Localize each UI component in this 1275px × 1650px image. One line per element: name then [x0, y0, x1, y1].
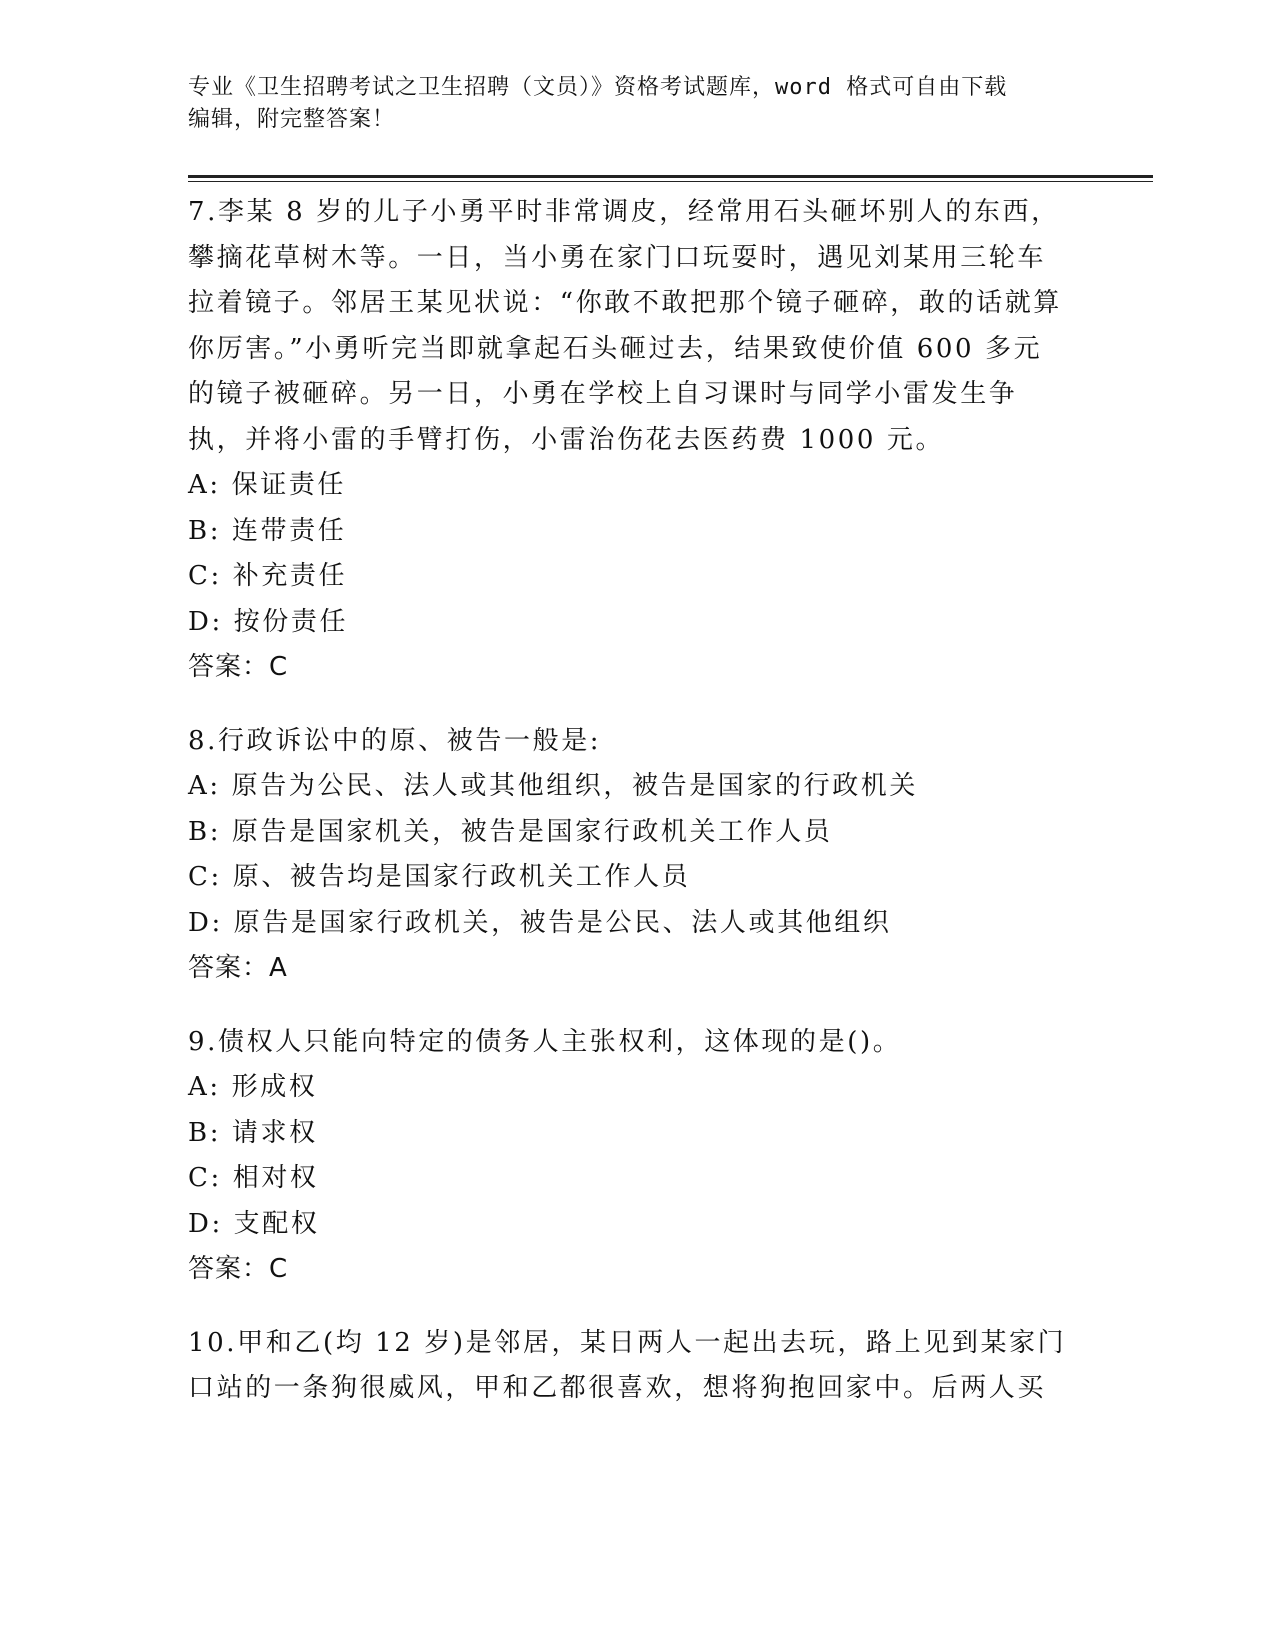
question-list [188, 190, 1068, 1440]
option-d: D: 支配权 [188, 1208, 320, 1239]
option-b: B: 连带责任 [188, 515, 347, 546]
header-line-1: 专业《卫生招聘考试之卫生招聘（文员）》资格考试题库，word 格式可自由下载 [188, 75, 1008, 100]
header-divider-thick [188, 175, 1153, 178]
question-stem: 9.债权人只能向特定的债务人主张权利，这体现的是()。 [188, 1026, 902, 1057]
option-c: C: 相对权 [188, 1163, 319, 1193]
option-a: A: 保证责任 [188, 470, 347, 500]
question-9 [188, 1020, 1068, 1293]
option-a: A: 原告为公民、法人或其他组织，被告是国家的行政机关 [188, 771, 919, 801]
option-a: A: 形成权 [188, 1072, 318, 1102]
option-d: D: 原告是国家行政机关，被告是公民、法人或其他组织 [188, 907, 892, 938]
document-header [188, 72, 1068, 136]
question-stem: 10.甲和乙(均 12 岁)是邻居，某日两人一起出去玩，路上见到某家门口站的一条狗很威风，甲和乙都很喜欢，想将狗抱回家中。后两人买 [188, 1327, 1067, 1403]
option-c: C: 补充责任 [188, 561, 348, 591]
answer-line: 答案：A [188, 953, 288, 983]
answer-line: 答案：C [188, 652, 289, 682]
option-b: B: 原告是国家机关，被告是国家行政机关工作人员 [188, 816, 833, 847]
question-10 [188, 1321, 1068, 1412]
question-stem: 7.李某 8 岁的儿子小勇平时非常调皮，经常用石头砸坏别人的东西，攀摘花草树木等。一日，当小勇在家门口玩耍时，遇见刘某用三轮车拉着镜子。邻居王某见状说：“你敢不敢把那个镜子砸碎，敢的话就算你厉害。”小勇听完当即就拿起石头砸过去，结果致使价值 600 多元的镜子被砸碎。另一日，小勇在学校上自习课时与同学小雷发生争执，并将小雷的手臂打伤，小雷治伤花去医药费 1000 元。 [188, 197, 1062, 455]
header-line-2: 编辑，附完整答案！ [188, 107, 396, 132]
answer-line: 答案：C [188, 1254, 289, 1284]
option-d: D: 按份责任 [188, 606, 349, 637]
option-c: C: 原、被告均是国家行政机关工作人员 [188, 862, 691, 892]
question-7 [188, 190, 1068, 691]
question-stem: 8.行政诉讼中的原、被告一般是: [188, 725, 602, 756]
question-8 [188, 719, 1068, 992]
option-b: B: 请求权 [188, 1117, 318, 1148]
header-divider-thin [188, 181, 1153, 182]
